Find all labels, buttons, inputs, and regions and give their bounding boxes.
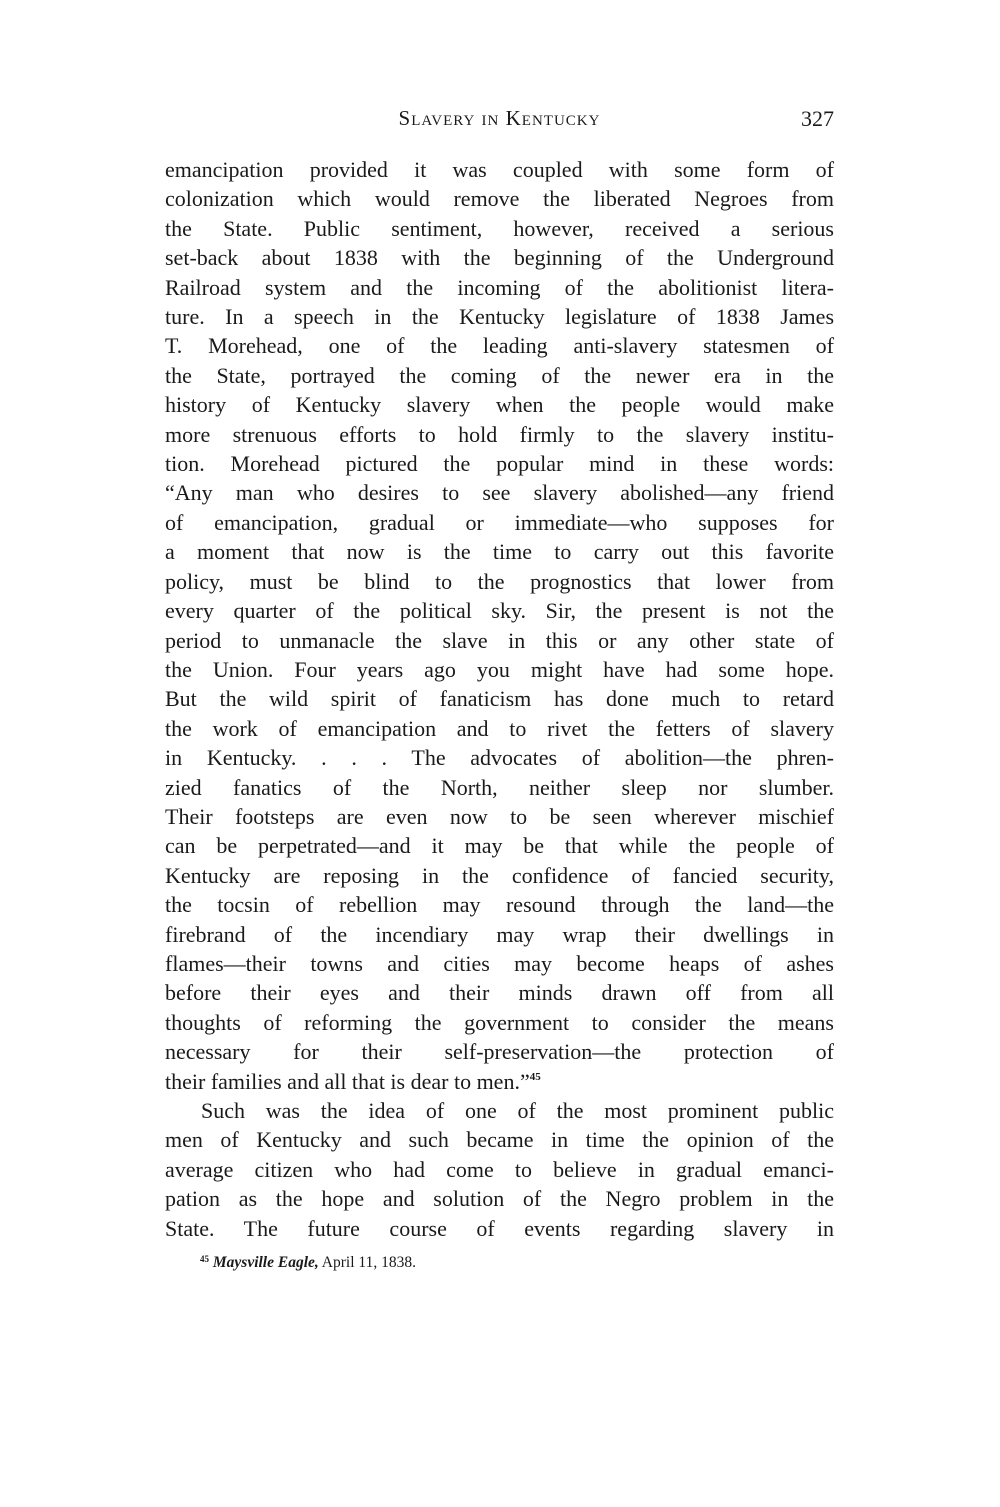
paragraph-1 [165, 155, 834, 1067]
footnote-source: Maysville Eagle, [212, 1254, 319, 1271]
footnote-marker: 45 [200, 1254, 209, 1264]
text-line: colonization which would remove the liberated Negroes from [165, 186, 834, 212]
text-line: the State, portrayed the coming of the newer era in the [165, 362, 834, 388]
text-line: Railroad system and the incoming of the abolitionist litera- [165, 274, 834, 300]
running-title: Slavery in Kentucky [398, 106, 601, 130]
footnote-date: April 11, 1838. [318, 1254, 416, 1271]
text-line: the Union. Four years ago you might have had some hope. [165, 656, 834, 682]
running-head [165, 106, 834, 136]
text-line: men of Kentucky and such became in time the opinion of the [165, 1127, 834, 1153]
text-line: Kentucky are reposing in the confidence of fancied security, [165, 862, 834, 888]
text-line: thoughts of reforming the government to consider the means [165, 1009, 834, 1035]
text-line: every quarter of the political sky. Sir, the present is not the [165, 598, 834, 624]
text-line: period to unmanacle the slave in this or any other state of [165, 627, 834, 653]
text-line: But the wild spirit of fanaticism has done much to retard [165, 686, 834, 712]
text-line: of emancipation, gradual or immediate—who supposes for [165, 509, 834, 535]
text-line: before their eyes and their minds drawn off from all [165, 980, 834, 1006]
paragraph-1-final-text: their families and all that is dear to men.” [165, 1068, 530, 1094]
text-line: emancipation provided it was coupled with some form of [165, 157, 834, 182]
text-line: history of Kentucky slavery when the people would make [165, 392, 834, 418]
text-line: T. Morehead, one of the leading anti-slavery statesmen of [165, 333, 834, 359]
text-line: in Kentucky. . . . The advocates of abolition—the phren- [165, 745, 834, 771]
text-line: more strenuous efforts to hold firmly to the slavery institu- [165, 421, 834, 447]
page-number: 327 [801, 106, 834, 131]
text-line: tion. Morehead pictured the popular mind in these words: [165, 451, 834, 477]
paragraph-1-final-line [165, 1067, 834, 1096]
text-line: can be perpetrated—and it may be that while the people of [165, 833, 834, 859]
footnote-reference: 45 [529, 1070, 541, 1083]
text-line: the work of emancipation and to rivet the fetters of slavery [165, 715, 834, 741]
text-line: necessary for their self-preservation—the protection of [165, 1039, 834, 1065]
text-line: Their footsteps are even now to be seen wherever mischief [165, 803, 834, 829]
text-line: ture. In a speech in the Kentucky legislature of 1838 James [165, 304, 834, 330]
text-line: Such was the idea of one of the most prominent public [201, 1098, 834, 1123]
text-line: “Any man who desires to see slavery abolished—any friend [165, 480, 834, 506]
text-line: set-back about 1838 with the beginning of the Underground [165, 245, 834, 271]
text-line: State. The future course of events regarding slavery in [165, 1215, 834, 1241]
paragraph-2 [165, 1096, 834, 1243]
footnote [200, 1254, 834, 1272]
text-line: zied fanatics of the North, neither sleep nor slumber. [165, 774, 834, 800]
text-line: a moment that now is the time to carry out this favorite [165, 539, 834, 565]
text-line: the tocsin of rebellion may resound through the land—the [165, 892, 834, 918]
body-text [165, 155, 834, 1243]
text-line: pation as the hope and solution of the Negro problem in the [165, 1186, 834, 1212]
text-line: firebrand of the incendiary may wrap their dwellings in [165, 921, 834, 947]
text-line: policy, must be blind to the prognostics that lower from [165, 568, 834, 594]
text-line: flames—their towns and cities may become heaps of ashes [165, 950, 834, 976]
text-line: the State. Public sentiment, however, received a serious [165, 215, 834, 241]
text-line: average citizen who had come to believe in gradual emanci- [165, 1156, 834, 1182]
